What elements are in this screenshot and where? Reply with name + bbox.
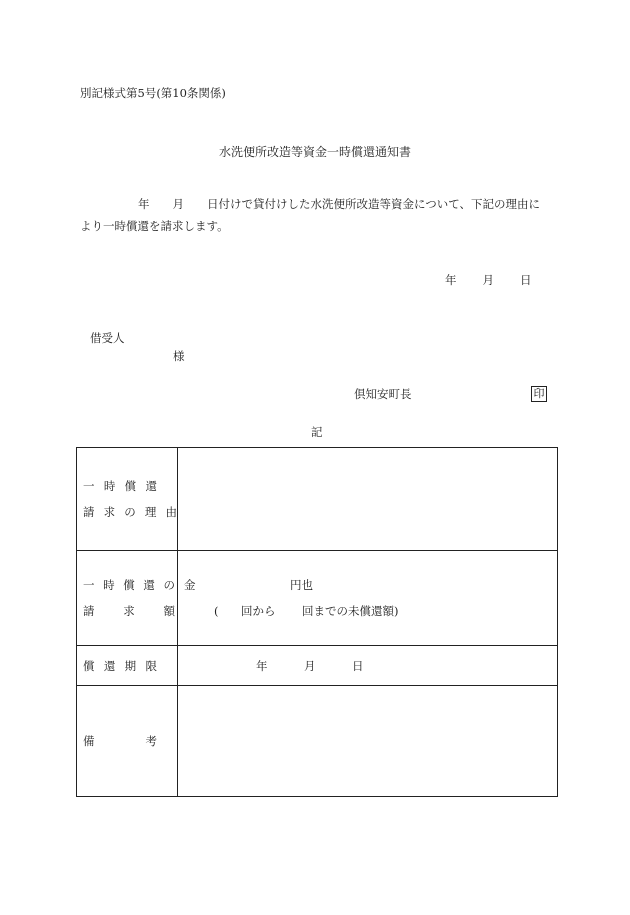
- deadline-field[interactable]: [178, 646, 558, 686]
- amount-yen: 円也: [290, 578, 313, 592]
- remarks-field[interactable]: [178, 686, 558, 797]
- amount-kai-from: 回から: [241, 604, 276, 618]
- body-line-1: [80, 197, 540, 211]
- form-number: 別記様式第5号(第10条関係): [80, 86, 226, 100]
- body-year: 年: [138, 197, 150, 211]
- table-row-remarks: [77, 686, 558, 797]
- seal-mark: 印: [531, 386, 547, 402]
- ki-heading: 記: [311, 425, 323, 439]
- amount-kai-to: 回までの未償還額): [302, 604, 399, 618]
- amount-label-line-2: 請 求 額: [83, 604, 175, 618]
- date-day: 日: [520, 273, 532, 287]
- deadline-day: 日: [352, 658, 364, 673]
- amount-kin: 金: [184, 578, 196, 592]
- amount-open-paren: (: [214, 604, 219, 618]
- borrower-honorific: 様: [173, 349, 185, 363]
- issuer-title: 倶知安町長: [354, 387, 412, 401]
- amount-field[interactable]: [178, 551, 558, 646]
- reason-label-line-2: 請 求 の 理 由: [83, 505, 177, 519]
- body-month: 月: [172, 197, 184, 211]
- body-line-1-text: 日付けで貸付けした水洗便所改造等資金について、下記の理由に: [207, 197, 541, 211]
- table-row-amount: [77, 551, 558, 646]
- table-row-reason: [77, 448, 558, 551]
- body-line-2: より一時償還を請求します。: [80, 219, 229, 233]
- amount-line-2: [184, 604, 557, 618]
- reason-field[interactable]: [178, 448, 558, 551]
- date-year: 年: [445, 273, 457, 287]
- reason-label: [77, 448, 178, 551]
- amount-label: [77, 551, 178, 646]
- amount-label-line-1: 一 時 償 還 の: [83, 578, 175, 592]
- reason-label-line-1: 一 時 償 還: [83, 479, 157, 493]
- deadline-label: 償 還 期 限: [77, 646, 178, 686]
- deadline-month: 月: [304, 658, 316, 673]
- date-month: 月: [482, 273, 494, 287]
- table-row-deadline: [77, 646, 558, 686]
- remarks-label: 備 考: [77, 686, 178, 797]
- notice-date: [445, 273, 532, 287]
- borrower-label: 借受人: [90, 331, 125, 345]
- repayment-table: [76, 447, 558, 797]
- document-title: 水洗便所改造等資金一時償還通知書: [218, 145, 411, 159]
- deadline-year: 年: [256, 658, 268, 673]
- amount-line-1: [184, 578, 557, 592]
